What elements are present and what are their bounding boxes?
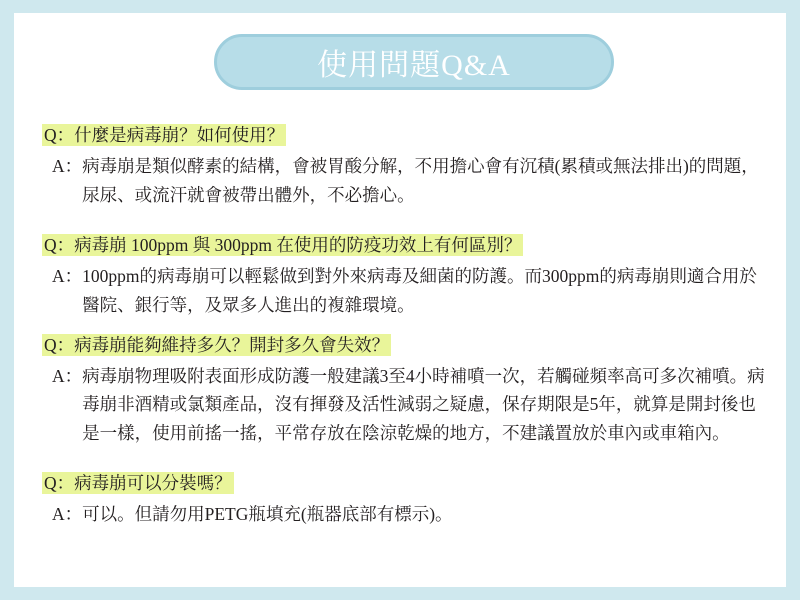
answer-text: 可以。但請勿用PETG瓶填充(瓶器底部有標示)。 — [82, 504, 453, 525]
question-line — [42, 470, 768, 496]
qa-item — [42, 232, 768, 319]
title-container — [14, 34, 800, 90]
qa-item — [42, 470, 768, 529]
answer-text: 病毒崩物理吸附表面形成防護一般建議3至4小時補噴一次，若觸碰頻率高可多次補噴。病毒崩非酒精或氯類產品，沒有揮發及活性減弱之疑慮，保存期限是5年，就算是開封後也是一樣，使用前搖一搖，平常存放在陰涼乾燥的地方，不建議置放於車內或車箱內。 — [82, 366, 765, 443]
question-text: Q：病毒崩可以分裝嗎？ — [44, 473, 232, 494]
question-line — [42, 332, 768, 358]
page-title: 使用問題Q&A — [317, 49, 511, 82]
question-line — [42, 122, 768, 148]
answer-line — [42, 152, 768, 209]
qa-list — [42, 122, 768, 542]
qa-item — [42, 332, 768, 447]
spacer — [42, 460, 768, 470]
answer-line — [42, 362, 768, 447]
question-text: Q：病毒崩能夠維持多久？開封多久會失效？ — [44, 334, 390, 355]
answer-label: A： — [52, 366, 83, 387]
answer-line — [42, 262, 768, 319]
question-text: Q：病毒崩 100ppm 與 300ppm 在使用的防疫功效上有何區別？ — [44, 234, 522, 255]
answer-text: 病毒崩是類似酵素的結構，會被胃酸分解，不用擔心會有沉積(累積或無法排出)的問題，尿尿、或流汗就會被帶出體外，不必擔心。 — [82, 156, 759, 205]
answer-text: 100ppm的病毒崩可以輕鬆做到對外來病毒及細菌的防護。而300ppm的病毒崩則適合用於醫院、銀行等，及眾多人進出的複雜環境。 — [82, 266, 757, 315]
answer-line — [42, 500, 768, 528]
title-pill — [214, 34, 614, 90]
answer-label: A： — [52, 504, 83, 525]
spacer — [42, 222, 768, 232]
answer-label: A： — [52, 266, 83, 287]
bottom-border-band — [14, 587, 800, 600]
question-text: Q：什麼是病毒崩？如何使用？ — [44, 125, 285, 145]
top-border-band — [14, 0, 800, 13]
answer-label: A： — [52, 156, 83, 177]
qa-item — [42, 122, 768, 209]
question-line — [42, 232, 768, 258]
